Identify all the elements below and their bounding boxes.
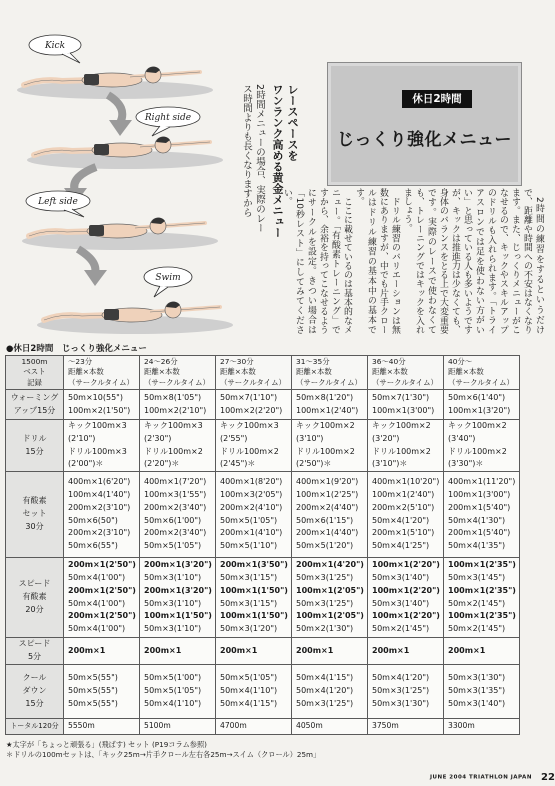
cell-line: 400m×1(6'20") <box>68 477 131 487</box>
cell-line: 5分 <box>27 651 42 661</box>
cell-line: （サークルタイム） <box>144 377 210 387</box>
cell-line: 200m×1(5'40") <box>448 502 511 512</box>
table-cell <box>64 472 140 558</box>
swimmer-left-side <box>22 218 218 250</box>
cell-line: キック100m×3 <box>68 421 127 430</box>
cell-line: アップ15分 <box>13 405 56 415</box>
body-paragraph: ここに載せているのは基本的なメニュー。「有酸素トレーニング」ですから、余裕を持ってこなせるようにサークルを設定。きつい場合は「10秒レスト」にしてみてください。 <box>282 188 352 334</box>
cell-line: (2'45")＊ <box>220 459 256 469</box>
cell-line: 5550m <box>68 721 95 731</box>
cell-line: 50m×5(55") <box>68 698 118 708</box>
cell-line: 50m×3(1'40") <box>372 573 430 583</box>
table-cell <box>292 472 368 558</box>
cell-line: 50m×4(1'20") <box>296 685 354 695</box>
row-label-cell <box>6 472 64 558</box>
cell-line: 200m×2(3'40") <box>144 528 207 538</box>
table-cell <box>140 718 216 734</box>
cell-line: 15分 <box>25 698 44 708</box>
cell-line: 100m×1(2'20") <box>372 585 440 595</box>
cell-line: 400m×1(9'20") <box>296 477 359 487</box>
arrow-down-icon <box>108 95 132 136</box>
cell-line: (2'00")＊ <box>68 459 104 469</box>
cell-line: 200m×1 <box>68 645 106 655</box>
table-row <box>6 664 520 718</box>
cell-line: （サークルタイム） <box>296 377 362 387</box>
cell-line: 4050m <box>296 721 323 731</box>
cell-line: 50m×3(1'30") <box>372 698 430 708</box>
cell-line: 50m×3(1'30") <box>448 673 506 683</box>
cell-line: 50m×3(1'25") <box>296 598 354 608</box>
cell-line: 200m×1(4'10") <box>220 528 283 538</box>
cell-line: 50m×4(1'00") <box>68 598 126 608</box>
cell-line: 50m×4(1'15") <box>220 698 278 708</box>
table-cell <box>444 664 520 718</box>
cell-line: (3'40") <box>448 433 476 443</box>
table-cell <box>444 390 520 420</box>
cell-line: 200m×2(3'10") <box>68 502 131 512</box>
cell-line: 50m×2(1'30") <box>296 624 354 634</box>
cell-line: （サークルタイム） <box>68 377 134 387</box>
cell-line: 50m×5(1'05") <box>220 673 278 683</box>
cell-line: 50m×5(1'05") <box>220 515 278 525</box>
table-cell <box>216 390 292 420</box>
table-cell <box>140 664 216 718</box>
table-cell <box>368 390 444 420</box>
left-side-label: Left side <box>38 197 78 207</box>
cell-line: 50m×3(1'10") <box>144 573 202 583</box>
cell-line: 50m×5(1'10") <box>220 541 278 551</box>
table-cell <box>64 420 140 472</box>
table-cell <box>444 638 520 665</box>
cell-line: 400m×1(10'20") <box>372 477 440 487</box>
cell-line: 200m×1(5'10") <box>372 528 435 538</box>
table-cell <box>368 664 444 718</box>
cell-line: 100m×3(2'05") <box>220 490 283 500</box>
cell-line: 有酸素 <box>22 592 47 602</box>
table-cell <box>292 718 368 734</box>
cell-line: 200m×1(3'20") <box>144 585 212 595</box>
cell-line: ドリル100m×2 <box>296 446 355 456</box>
cell-line: 100m×1(2'35") <box>448 560 516 570</box>
cell-line: (3'10") <box>296 433 324 443</box>
table-cell <box>444 558 520 638</box>
table-cell <box>64 664 140 718</box>
cell-line: （サークルタイム） <box>372 377 438 387</box>
cell-line: 50m×4(1'10") <box>144 698 202 708</box>
right-side-bubble <box>136 107 200 136</box>
cell-line: 200m×2(4'40") <box>296 502 359 512</box>
cell-line: 50m×2(1'45") <box>448 624 506 634</box>
cell-line: (2'55") <box>220 433 248 443</box>
title-label: 休日2時間 <box>402 90 472 108</box>
cell-line: 50m×4(1'10") <box>220 685 278 695</box>
cell-line: ドリル100m×2 <box>372 446 431 456</box>
header-column-cell <box>292 356 368 390</box>
cell-line: 50m×3(1'15") <box>220 598 278 608</box>
cell-line: 50m×6(1'15") <box>296 515 354 525</box>
cell-line: 50m×6(1'00") <box>144 515 202 525</box>
row-label-cell <box>6 390 64 420</box>
table-header-row <box>6 356 520 390</box>
cell-line: 400m×1(7'20") <box>144 477 207 487</box>
table-row <box>6 558 520 638</box>
body-paragraph: ドリル練習のバリエーションは無数にありますが、中でも片手クロールはドリル練習の基本中の基本です。 <box>354 188 400 334</box>
magazine-name: JUNE 2004 TRIATHLON JAPAN <box>430 774 532 781</box>
cell-line: 50m×4(1'30") <box>448 515 506 525</box>
cell-line: 100m×1(1'50") <box>144 611 212 621</box>
cell-line: (3'10")＊ <box>372 459 408 469</box>
header-label-cell <box>6 356 64 390</box>
cell-line: （サークルタイム） <box>220 377 286 387</box>
table-row <box>6 638 520 665</box>
cell-line: 100m×1(3'00") <box>448 490 511 500</box>
cell-line: 100m×1(2'35") <box>448 585 516 595</box>
cell-line: 50m×3(1'35") <box>448 685 506 695</box>
table-cell <box>216 638 292 665</box>
table-cell <box>64 390 140 420</box>
cell-line: 200m×1(2'50") <box>68 611 136 621</box>
cell-line: 50m×3(1'15") <box>220 573 278 583</box>
cell-line: クール <box>22 673 47 683</box>
arrow-down-icon <box>78 249 107 286</box>
cell-line: 50m×5(1'00") <box>144 673 202 683</box>
footnote: ★太字が「ちょっと頑張る」(飛ばす) セット (P19コラム参照) <box>6 740 207 749</box>
cell-line: 200m×1(4'40") <box>296 528 359 538</box>
cell-line: 50m×8(1'20") <box>296 392 354 402</box>
table-cell <box>216 664 292 718</box>
table-cell <box>292 664 368 718</box>
cell-line: 記録 <box>27 377 42 387</box>
page-footer <box>430 767 555 786</box>
cell-line: セット <box>22 509 47 519</box>
cell-line: 200m×1 <box>220 645 258 655</box>
right-side-label: Right side <box>144 113 192 123</box>
cell-line: キック100m×2 <box>296 421 355 430</box>
cell-line: 100m×1(2'40") <box>296 405 359 415</box>
row-label-cell <box>6 558 64 638</box>
cell-line: 36〜40分 <box>372 356 406 366</box>
cell-line: 50m×5(1'05") <box>144 541 202 551</box>
cell-line: 50m×6(1'40") <box>448 392 506 402</box>
header-column-cell <box>368 356 444 390</box>
cell-line: 200m×2(3'10") <box>68 528 131 538</box>
cell-line: 100m×2(2'10") <box>144 405 207 415</box>
drill-illustration <box>0 15 230 337</box>
table-cell <box>368 638 444 665</box>
cell-line: 40分〜 <box>448 356 473 366</box>
swimmer-right-side <box>27 137 223 169</box>
cell-line: 50m×3(1'10") <box>144 598 202 608</box>
cell-line: 50m×6(55") <box>68 541 118 551</box>
cell-line: 50m×3(1'25") <box>296 573 354 583</box>
cell-line: 20分 <box>25 605 44 615</box>
cell-line: 200m×1(3'50") <box>220 560 288 570</box>
cell-line: ドリル100m×2 <box>220 446 279 456</box>
cell-line: 100m×1(1'50") <box>220 611 288 621</box>
cell-line: (2'10") <box>68 433 96 443</box>
cell-line: 距離×本数 <box>68 367 104 377</box>
cell-line: 50m×7(1'30") <box>372 392 430 402</box>
table-cell <box>140 420 216 472</box>
cell-line: 50m×10(55") <box>68 392 123 402</box>
cell-line: (2'20")＊ <box>144 459 180 469</box>
row-label-cell <box>6 420 64 472</box>
table-cell <box>368 472 444 558</box>
kick-bubble <box>29 35 81 63</box>
cell-line: 31〜35分 <box>296 356 330 366</box>
table-cell <box>140 638 216 665</box>
cell-line: 50m×2(1'45") <box>372 624 430 634</box>
cell-line: 50m×4(1'25") <box>372 541 430 551</box>
cell-line: キック100m×2 <box>372 421 431 430</box>
cell-line: ベスト <box>23 367 46 377</box>
cell-line: 1500m <box>21 356 48 366</box>
cell-line: 100m×1(2'05") <box>296 611 364 621</box>
table-cell <box>368 718 444 734</box>
cell-line: 50m×7(1'10") <box>220 392 278 402</box>
cell-line: 30分 <box>25 522 44 532</box>
cell-line: 50m×4(1'00") <box>68 624 126 634</box>
cell-line: 100m×1(3'20") <box>448 405 511 415</box>
training-menu-table <box>5 355 520 735</box>
table-cell <box>368 558 444 638</box>
cell-line: 100m×1(2'25") <box>296 490 359 500</box>
footnote: ＊ドリルの100mセットは、「キック25m→片手クロール左右各25m→スイム（クロール）25m」 <box>6 749 321 759</box>
cell-line: 50m×4(1'00") <box>68 573 126 583</box>
cell-line: 200m×1(2'50") <box>68 560 136 570</box>
table-cell <box>292 390 368 420</box>
cell-line: 100m×1(2'20") <box>372 560 440 570</box>
table-cell <box>292 420 368 472</box>
cell-line: ダウン <box>22 685 47 695</box>
cell-line: 距離×本数 <box>372 367 408 377</box>
cell-line: 50m×5(55") <box>68 673 118 683</box>
cell-line: 50m×4(1'20") <box>372 673 430 683</box>
table-cell <box>444 718 520 734</box>
cell-line: 200m×2(5'10") <box>372 502 435 512</box>
cell-line: 100m×1(2'40") <box>372 490 435 500</box>
body-paragraph: 2時間の練習をするというだけで、距離や時間への不安はなくなります。また、じっくりメニューがこなせるので、キックやスキルアップのドリルも入れられます。「トライアスロンでは足を使わない方がいい」と思っている人も多いようですが、キックは推進力は少なくても、身体のバランスをとる上で大変重要です。実際のレースで使わなくても、トレーニングではキックを入れましょう。 <box>402 188 544 334</box>
cell-line: 200m×1(5'40") <box>448 528 511 538</box>
cell-line: キック100m×3 <box>144 421 203 430</box>
cell-line: 24〜26分 <box>144 356 178 366</box>
cell-line: (2'50")＊ <box>296 459 332 469</box>
table-cell <box>64 718 140 734</box>
subheading-line: ワンランク高める黄金メニュー <box>271 84 284 238</box>
cell-line: 距離×本数 <box>296 367 332 377</box>
swim-label: Swim <box>155 273 181 283</box>
cell-line: 100m×1(2'05") <box>296 585 364 595</box>
cell-line: 200m×1(4'20") <box>296 560 364 570</box>
swimmer-swim <box>37 302 233 334</box>
table-cell <box>64 558 140 638</box>
cell-line: 50m×4(1'15") <box>296 673 354 683</box>
cell-line: 50m×6(50") <box>68 515 118 525</box>
cell-line: 100m×1(3'00") <box>372 405 435 415</box>
header-column-cell <box>64 356 140 390</box>
cell-line: 50m×3(1'25") <box>296 698 354 708</box>
table-cell <box>292 558 368 638</box>
cell-line: 50m×3(1'45") <box>448 573 506 583</box>
cell-line: キック100m×3 <box>220 421 279 430</box>
cell-line: 5100m <box>144 721 171 731</box>
kick-label: Kick <box>44 41 66 51</box>
cell-line: 3300m <box>448 721 475 731</box>
cell-line: 距離×本数 <box>448 367 484 377</box>
cell-line: 50m×4(1'20") <box>372 515 430 525</box>
cell-line: ドリル100m×2 <box>448 446 507 456</box>
cell-line: 3750m <box>372 721 399 731</box>
table-caption: ●休日2時間 じっくり強化メニュー <box>6 344 147 354</box>
cell-line: ドリル100m×3 <box>68 446 127 456</box>
table-cell <box>444 420 520 472</box>
table-cell <box>444 472 520 558</box>
cell-line: 4700m <box>220 721 247 731</box>
cell-line: 50m×5(1'05") <box>144 685 202 695</box>
cell-line: トータル120分 <box>10 722 59 731</box>
cell-line: 100m×1(2'35") <box>448 611 516 621</box>
table-row <box>6 718 520 734</box>
table-row <box>6 472 520 558</box>
cell-line: 200m×1(3'20") <box>144 560 212 570</box>
title-heading: じっくり強化メニュー <box>337 130 512 150</box>
cell-line: 200m×1(2'50") <box>68 585 136 595</box>
lead-text: 2時間メニューの場合、実際のレース時間よりも長くなりますから <box>241 84 265 233</box>
table-cell <box>140 390 216 420</box>
cell-line: 400m×1(11'20") <box>448 477 516 487</box>
cell-line: 50m×3(1'25") <box>372 685 430 695</box>
cell-line: ドリル100m×2 <box>144 446 203 456</box>
cell-line: 15分 <box>25 446 44 456</box>
cell-line: 27〜30分 <box>220 356 254 366</box>
header-column-cell <box>140 356 216 390</box>
cell-line: 50m×5(1'20") <box>296 541 354 551</box>
table-cell <box>216 472 292 558</box>
cell-line: スピード <box>18 639 51 649</box>
cell-line: 200m×2(3'40") <box>144 502 207 512</box>
swim-bubble <box>144 267 192 297</box>
cell-line: 50m×3(1'40") <box>372 598 430 608</box>
cell-line: 距離×本数 <box>144 367 180 377</box>
cell-line: 50m×4(1'35") <box>448 541 506 551</box>
cell-line: 50m×3(1'20") <box>220 624 278 634</box>
cell-line: (3'30")＊ <box>448 459 484 469</box>
cell-line: 50m×8(1'05") <box>144 392 202 402</box>
cell-line: 200m×1 <box>448 645 486 655</box>
title-box <box>327 62 522 186</box>
cell-line: 距離×本数 <box>220 367 256 377</box>
cell-line: 200m×1 <box>296 645 334 655</box>
table-cell <box>64 638 140 665</box>
table-cell <box>216 718 292 734</box>
cell-line: 〜23分 <box>68 356 93 366</box>
cell-line: (3'20") <box>372 433 400 443</box>
row-label-cell <box>6 664 64 718</box>
header-column-cell <box>216 356 292 390</box>
table-row <box>6 420 520 472</box>
cell-line: 50m×2(1'45") <box>448 598 506 608</box>
cell-line: 100m×4(1'40") <box>68 490 131 500</box>
cell-line: 100m×2(1'50") <box>68 405 131 415</box>
page-number: 22 <box>541 772 555 783</box>
cell-line: 100m×1(1'50") <box>220 585 288 595</box>
cell-line: 200m×1 <box>372 645 410 655</box>
table-cell <box>368 420 444 472</box>
cell-line: 100m×1(2'20") <box>372 611 440 621</box>
table-row <box>6 390 520 420</box>
cell-line: 100m×3(1'55") <box>144 490 207 500</box>
left-side-bubble <box>26 191 90 217</box>
subheading-line: レースペースを <box>286 84 299 161</box>
table-cell <box>216 420 292 472</box>
cell-line: （サークルタイム） <box>448 377 514 387</box>
table-cell <box>216 558 292 638</box>
cell-line: (2'30") <box>144 433 172 443</box>
cell-line: ウォーミング <box>10 392 59 402</box>
header-column-cell <box>444 356 520 390</box>
cell-line: キック100m×2 <box>448 421 507 430</box>
row-label-cell <box>6 718 64 734</box>
cell-line: 200m×2(4'10") <box>220 502 283 512</box>
cell-line: ドリル <box>22 433 47 443</box>
cell-line: 50m×3(1'40") <box>448 698 506 708</box>
cell-line: 50m×5(55") <box>68 685 118 695</box>
cell-line: 400m×1(8'20") <box>220 477 283 487</box>
table-cell <box>140 472 216 558</box>
body-text <box>282 188 545 334</box>
cell-line: スピード <box>18 579 51 589</box>
table-cell <box>140 558 216 638</box>
cell-line: 200m×1 <box>144 645 182 655</box>
cell-line: 有酸素 <box>22 496 47 506</box>
row-label-cell <box>6 638 64 665</box>
footnotes <box>6 740 320 759</box>
cell-line: 50m×3(1'10") <box>144 624 202 634</box>
swimmer-kick <box>17 67 213 99</box>
table-cell <box>292 638 368 665</box>
cell-line: 100m×2(2'20") <box>220 405 283 415</box>
